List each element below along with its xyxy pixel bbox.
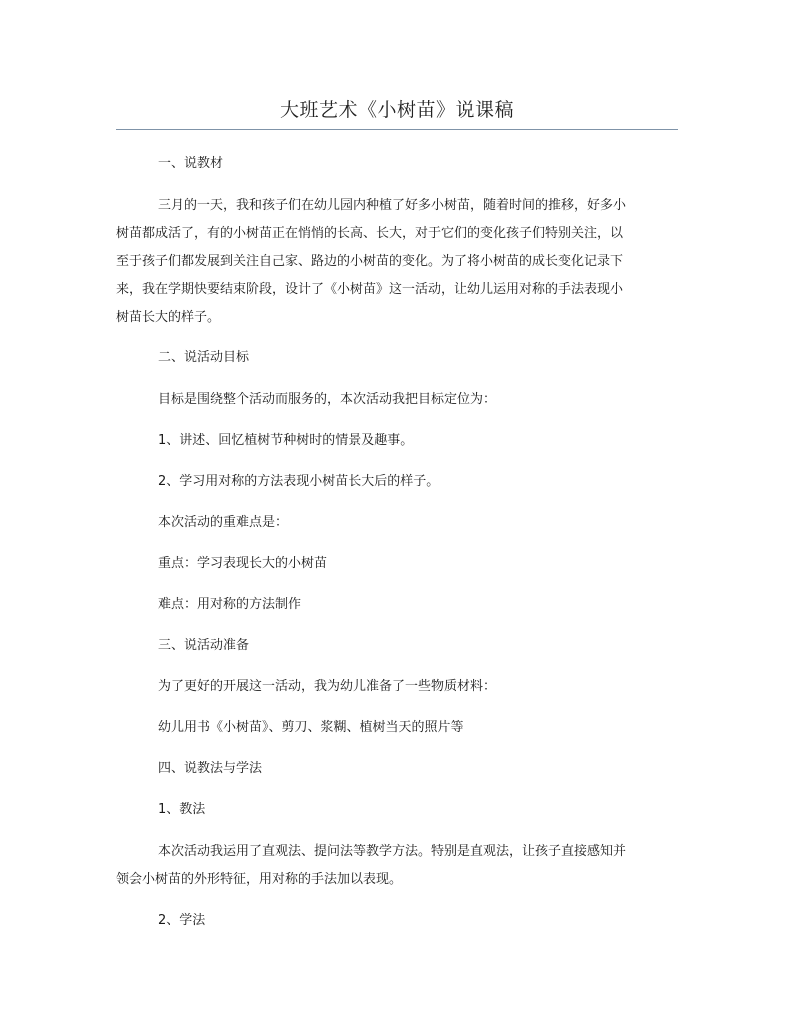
paragraph-line: 幼儿用书《小树苗》、剪刀、浆糊、植树当天的照片等 <box>158 720 464 735</box>
section-heading-teaching-material: 一、说教材 <box>158 156 224 171</box>
list-item: 1、讲述、回忆植树节种树时的情景及趣事。 <box>158 433 414 448</box>
paragraph-line: 领会小树苗的外形特征，用对称的手法加以表现。 <box>116 872 403 887</box>
paragraph-line: 难点：用对称的方法制作 <box>158 597 302 612</box>
document-title: 大班艺术《小树苗》说课稿 <box>279 99 514 121</box>
paragraph-line: 树苗长大的样子。 <box>116 310 221 325</box>
paragraph-line: 目标是围绕整个活动而服务的，本次活动我把目标定位为： <box>158 392 497 407</box>
section-heading-teaching-methods: 四、说教法与学法 <box>158 761 263 776</box>
paragraph-line: 树苗都成活了，有的小树苗正在悄悄的长高、长大，对于它们的变化孩子们特别关注，以 <box>116 226 624 241</box>
paragraph-line: 本次活动我运用了直观法、提问法等教学方法。特别是直观法，让孩子直接感知并 <box>158 844 627 859</box>
section-heading-activity-preparation: 三、说活动准备 <box>158 638 250 653</box>
paragraph-line: 来，我在学期快要结束阶段，设计了《小树苗》这一活动，让幼儿运用对称的手法表现小 <box>116 282 624 297</box>
paragraph-line: 本次活动的重难点是： <box>158 515 289 530</box>
paragraph-line: 三月的一天，我和孩子们在幼儿园内种植了好多小树苗，随着时间的推移，好多小 <box>158 198 627 213</box>
paragraph-line: 为了更好的开展这一活动，我为幼儿准备了一些物质材料： <box>158 679 497 694</box>
paragraph-line: 重点：学习表现长大的小树苗 <box>158 556 328 571</box>
subsection-heading: 2、学法 <box>158 913 206 928</box>
list-item: 2、学习用对称的方法表现小树苗长大后的样子。 <box>158 474 440 489</box>
subsection-heading: 1、教法 <box>158 802 206 817</box>
paragraph-line: 至于孩子们都发展到关注自己家、路边的小树苗的变化。为了将小树苗的成长变化记录下 <box>116 254 624 269</box>
section-heading-activity-goals: 二、说活动目标 <box>158 350 250 365</box>
title-divider <box>116 129 678 130</box>
